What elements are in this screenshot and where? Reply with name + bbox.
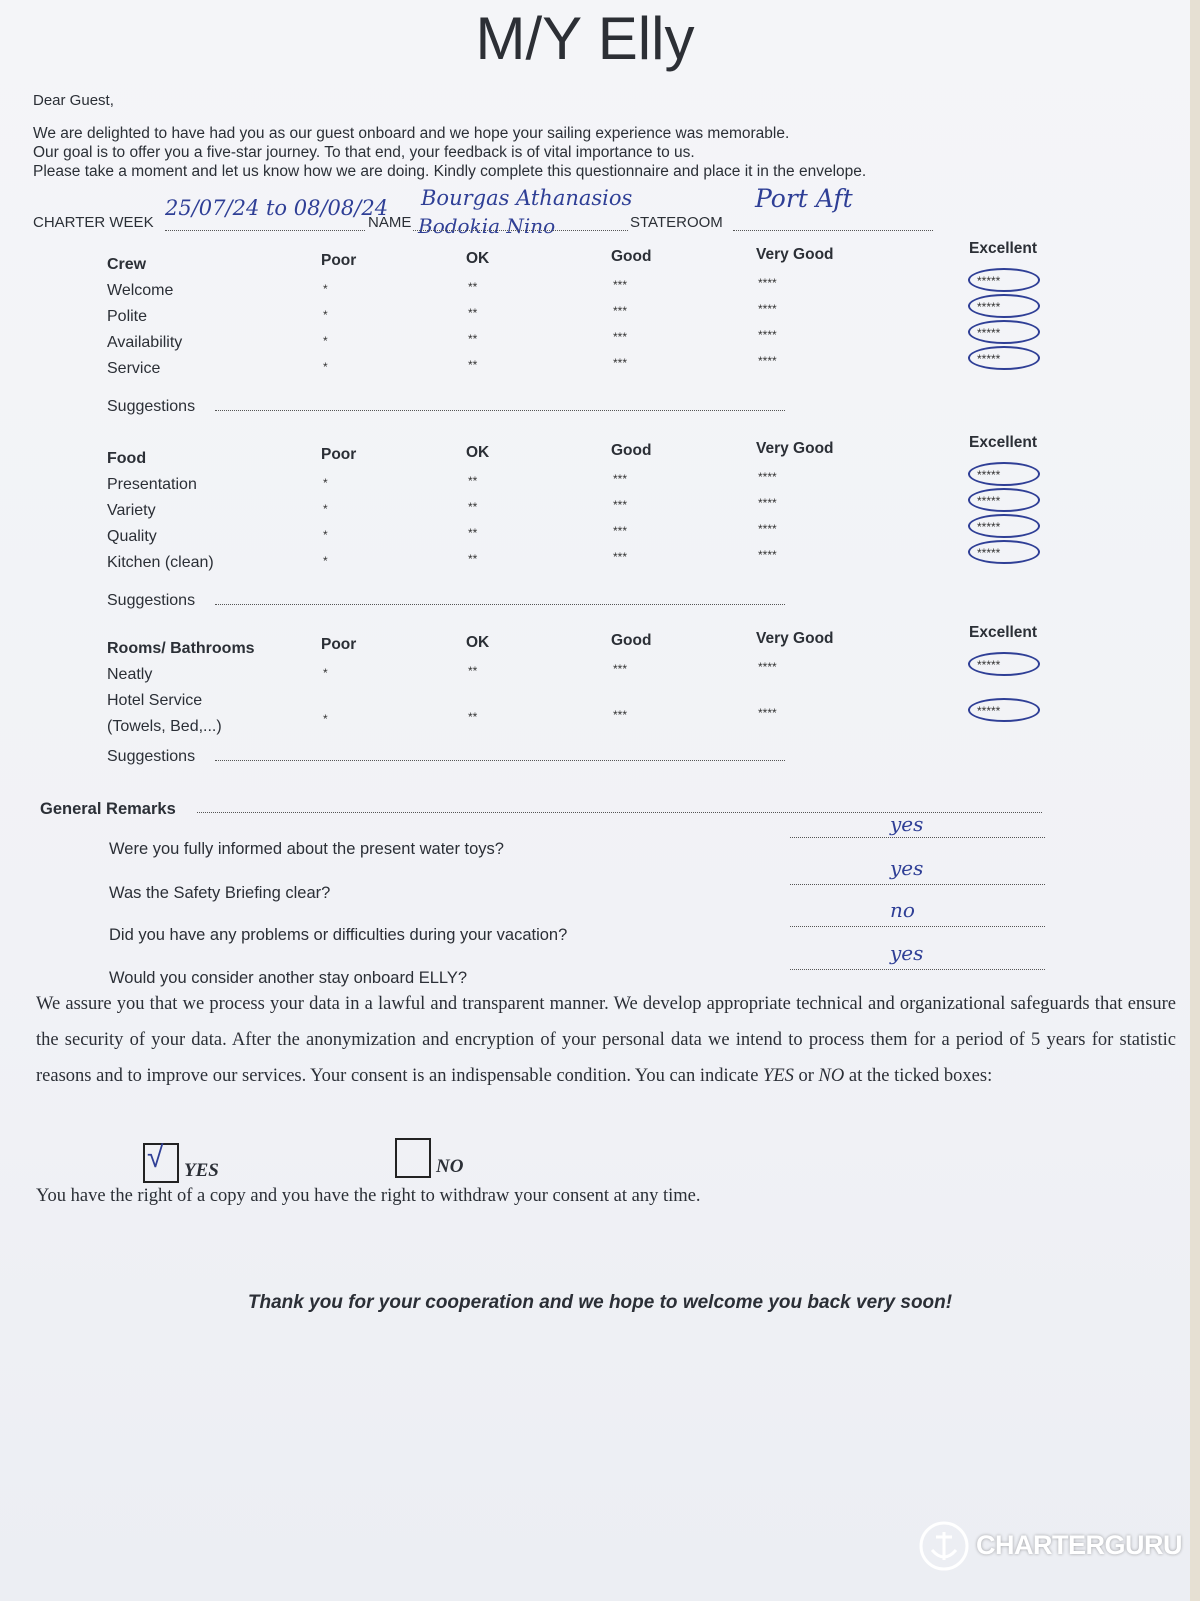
remark-question: Did you have any problems or difficulties during your vacation? [109, 926, 568, 944]
column-header: Good [611, 248, 652, 265]
rating-option[interactable]: **** [758, 470, 777, 484]
selected-rating-circle [968, 268, 1040, 292]
rating-option[interactable]: ** [468, 306, 478, 320]
remark-question: Would you consider another stay onboard ELLY? [109, 969, 468, 987]
selected-rating-circle [968, 320, 1040, 344]
rating-option[interactable]: *** [613, 498, 628, 512]
privacy-notice [36, 986, 1176, 1094]
suggestions-label: Suggestions [107, 592, 196, 609]
rating-option[interactable]: **** [758, 328, 777, 342]
rating-section [105, 238, 1085, 428]
rating-option[interactable]: **** [758, 496, 777, 510]
rating-option[interactable]: ** [468, 552, 478, 566]
rating-option[interactable]: ** [468, 526, 478, 540]
privacy-tail: at the ticked boxes: [848, 1066, 993, 1086]
suggestions-label: Suggestions [107, 748, 196, 765]
column-header: Poor [321, 252, 357, 269]
rating-option[interactable]: * [323, 502, 328, 516]
privacy-yes-word: YES [763, 1066, 794, 1086]
charter-week-value[interactable]: 25/07/24 to 08/08/24 [165, 196, 389, 220]
rights-text: You have the right of a copy and you have the right to withdraw your consent at any time. [36, 1186, 701, 1206]
selected-rating-circle [968, 346, 1040, 370]
intro-text [33, 124, 1033, 181]
row-label: Variety [107, 502, 156, 519]
consent-no-checkbox[interactable] [395, 1138, 431, 1178]
rating-option[interactable]: ***** [977, 658, 1001, 672]
answer-value: yes [890, 812, 924, 836]
column-header: OK [466, 444, 490, 461]
column-header: OK [466, 250, 490, 267]
rating-option[interactable]: ***** [977, 352, 1001, 366]
rating-option[interactable]: * [323, 712, 328, 726]
rating-option[interactable]: * [323, 308, 328, 322]
section-title: Rooms/ Bathrooms [107, 640, 255, 657]
rating-option[interactable]: ** [468, 332, 478, 346]
stateroom-line [733, 230, 933, 231]
thank-you-text: Thank you for your cooperation and we hope to welcome you back very soon! [247, 1292, 953, 1313]
intro-line: We are delighted to have had you as our guest onboard and we hope your sailing experience was memorable. [33, 125, 790, 142]
rating-option[interactable]: * [323, 476, 328, 490]
rating-option[interactable]: *** [613, 524, 628, 538]
consent-yes-checkbox[interactable] [143, 1143, 179, 1183]
row-label: Presentation [107, 476, 197, 493]
row-label: Welcome [107, 282, 174, 299]
selected-rating-circle [968, 540, 1040, 564]
name-label: NAME [368, 214, 412, 231]
rating-option[interactable]: **** [758, 522, 777, 536]
column-header: Poor [321, 636, 357, 653]
row-label: Neatly [107, 666, 153, 683]
name-value-1[interactable]: Bourgas Athanasios [421, 186, 633, 210]
rating-option[interactable]: * [323, 334, 328, 348]
rating-option[interactable]: *** [613, 330, 628, 344]
rating-option[interactable]: * [323, 282, 328, 296]
rating-option[interactable]: ***** [977, 326, 1001, 340]
answer-line[interactable] [790, 926, 1045, 927]
privacy-no-word: NO [818, 1066, 845, 1086]
anchor-icon [918, 1520, 970, 1572]
rating-option[interactable]: *** [613, 550, 628, 564]
rating-option[interactable]: **** [758, 276, 777, 290]
section-title: Food [107, 450, 147, 467]
greeting: Dear Guest, [33, 92, 114, 109]
rating-option[interactable]: ** [468, 358, 478, 372]
rating-option[interactable]: **** [758, 706, 777, 720]
row-label: Availability [107, 334, 183, 351]
rating-option[interactable]: ** [468, 474, 478, 488]
rating-option[interactable]: *** [613, 662, 628, 676]
selected-rating-circle [968, 294, 1040, 318]
charter-week-line [165, 230, 365, 231]
row-label: (Towels, Bed,...) [107, 718, 222, 735]
rating-option[interactable]: **** [758, 354, 777, 368]
paper-edge [1190, 0, 1200, 1601]
rating-section [105, 432, 1085, 622]
privacy-or-word: or [798, 1066, 814, 1086]
rating-option[interactable]: *** [613, 278, 628, 292]
column-header: Very Good [756, 246, 834, 263]
selected-rating-circle [968, 652, 1040, 676]
suggestions-input-line[interactable] [215, 410, 785, 411]
selected-rating-circle [968, 698, 1040, 722]
rating-option[interactable]: ***** [977, 468, 1001, 482]
charter-info [33, 186, 933, 236]
rating-option[interactable]: ** [468, 500, 478, 514]
suggestions-input-line[interactable] [215, 604, 785, 605]
rating-option[interactable]: *** [613, 304, 628, 318]
row-label: Service [107, 360, 161, 377]
row-label: Quality [107, 528, 157, 545]
consent-yes-label: YES [184, 1160, 219, 1181]
column-header: Poor [321, 446, 357, 463]
consent-no-label: NO [436, 1156, 464, 1177]
rating-option[interactable]: *** [613, 356, 628, 370]
column-header: Good [611, 442, 652, 459]
rating-option[interactable]: * [323, 528, 328, 542]
intro-line: Our goal is to offer you a five-star journey. To that end, your feedback is of vital importance to us. [33, 144, 695, 161]
rating-option[interactable]: **** [758, 548, 777, 562]
rating-option[interactable]: ** [468, 664, 478, 678]
column-header: Very Good [756, 440, 834, 457]
charter-week-label: CHARTER WEEK [33, 214, 154, 231]
column-header: Excellent [969, 434, 1038, 451]
suggestions-input-line[interactable] [215, 760, 785, 761]
rating-option[interactable]: ***** [977, 494, 1001, 508]
name-value-2[interactable]: Bodokia Nino [418, 214, 556, 238]
stateroom-label: STATEROOM [630, 214, 723, 231]
section-title: Crew [107, 256, 147, 273]
rating-option[interactable]: ***** [977, 704, 1001, 718]
row-label: Hotel Service [107, 692, 203, 709]
row-label: Kitchen (clean) [107, 554, 214, 571]
row-label: Polite [107, 308, 148, 325]
rating-option[interactable]: * [323, 360, 328, 374]
rating-option[interactable]: ** [468, 280, 478, 294]
stateroom-value[interactable]: Port Aft [755, 184, 853, 213]
name-line [413, 230, 628, 231]
selected-rating-circle [968, 488, 1040, 512]
checkmark-icon: √ [147, 1141, 164, 1174]
column-header: OK [466, 634, 490, 651]
selected-rating-circle [968, 462, 1040, 486]
rating-option[interactable]: **** [758, 302, 777, 316]
rating-option[interactable]: ***** [977, 300, 1001, 314]
column-header: Good [611, 632, 652, 649]
column-header: Very Good [756, 630, 834, 647]
answer-value: no [890, 898, 915, 922]
answer-line[interactable] [790, 837, 1045, 838]
remark-question: Was the Safety Briefing clear? [109, 884, 331, 902]
rating-option[interactable]: *** [613, 708, 628, 722]
rating-option[interactable]: ***** [977, 274, 1001, 288]
rating-option[interactable]: ***** [977, 546, 1001, 560]
answer-line[interactable] [790, 969, 1045, 970]
selected-rating-circle [968, 514, 1040, 538]
column-header: Excellent [969, 624, 1038, 641]
rating-option[interactable]: **** [758, 660, 777, 674]
intro-line: Please take a moment and let us know how we are doing. Kindly complete this questionnaire and place it in the envelope. [33, 163, 867, 180]
rating-section [105, 622, 1085, 812]
rating-option[interactable]: * [323, 554, 328, 568]
remark-question: Were you fully informed about the present water toys? [109, 840, 504, 858]
rating-option[interactable]: *** [613, 472, 628, 486]
answer-value: yes [890, 941, 924, 965]
answer-value: yes [890, 856, 924, 880]
answer-line[interactable] [790, 884, 1045, 885]
charterguru-watermark [918, 1518, 1182, 1574]
suggestions-label: Suggestions [107, 398, 196, 415]
general-remarks-label: General Remarks [40, 800, 176, 818]
rating-option[interactable]: ***** [977, 520, 1001, 534]
rating-option[interactable]: * [323, 666, 328, 680]
rating-option[interactable]: ** [468, 710, 478, 724]
form-title: M/Y Elly [475, 5, 695, 72]
privacy-text: We assure you that we process your data in a lawful and transparent manner. We develop appropriate technical and organizational safeguards that ensure the security of your data. After the anonymization and encryption of your personal data we intend to process them for a period of 5 years for statistic reasons and to improve our services. Your consent is an indispensable condition. You can indicate [36, 994, 1176, 1086]
watermark-text: CHARTERGURU [976, 1530, 1182, 1560]
column-header: Excellent [969, 240, 1038, 257]
